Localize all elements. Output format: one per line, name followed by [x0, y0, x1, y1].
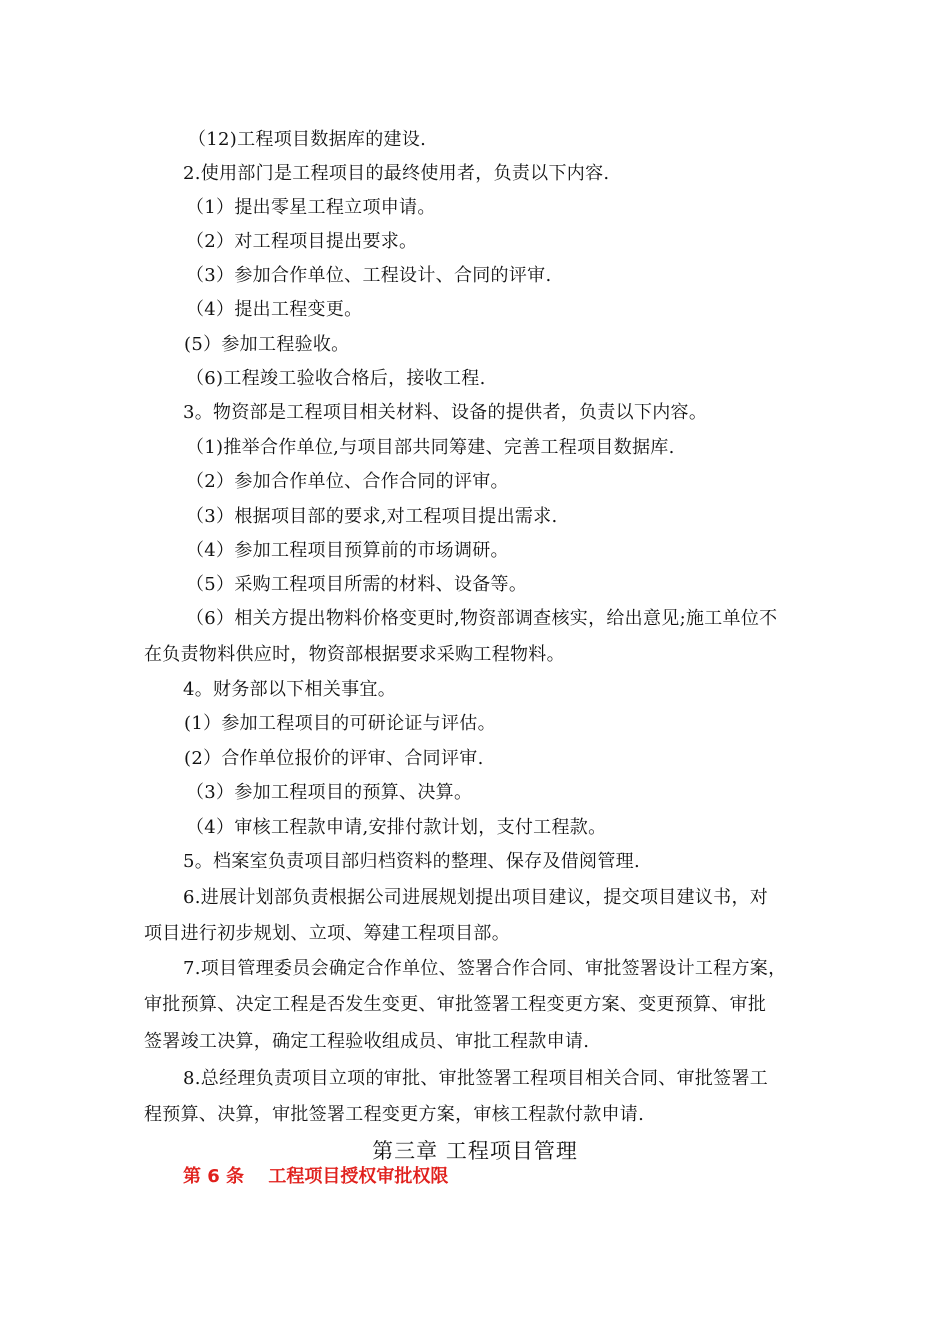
- text-line: （4）提出工程变更。: [186, 299, 363, 320]
- text-line: 在负责物料供应时，物资部根据要求采购工程物料。: [144, 644, 565, 665]
- text-line: (1）参加工程项目的可研论证与评估。: [184, 713, 496, 734]
- text-line: (2）合作单位报价的评审、合同评审.: [184, 748, 484, 769]
- chapter-title: 第三章 工程项目管理: [372, 1139, 578, 1163]
- text-line: （6)工程竣工验收合格后，接收工程.: [186, 368, 486, 389]
- text-line: （4）审核工程款申请,安排付款计划，支付工程款。: [186, 817, 607, 838]
- text-line: （1)推举合作单位,与项目部共同筹建、完善工程项目数据库.: [186, 437, 675, 458]
- text-line: （2）对工程项目提出要求。: [186, 231, 418, 252]
- text-line: 4。财务部以下相关事宜。: [183, 679, 397, 700]
- text-line: （12)工程项目数据库的建设.: [188, 129, 427, 150]
- text-line: 8.总经理负责项目立项的审批、审批签署工程项目相关合同、审批签署工: [183, 1068, 769, 1089]
- article-heading: [183, 1165, 448, 1189]
- text-line: 3。物资部是工程项目相关材料、设备的提供者，负责以下内容。: [183, 402, 708, 423]
- text-line: （4）参加工程项目预算前的市场调研。: [186, 540, 509, 561]
- text-line: （3）参加工程项目的预算、决算。: [186, 782, 473, 803]
- text-line: 5。档案室负责项目部归档资料的整理、保存及借阅管理.: [183, 851, 640, 872]
- text-line: （3）参加合作单位、工程设计、合同的评审.: [186, 265, 552, 286]
- article-number: 第 6 条: [183, 1166, 245, 1187]
- text-line: 6.进展计划部负责根据公司进展规划提出项目建议，提交项目建议书，对: [183, 887, 769, 908]
- text-line: 签署竣工决算，确定工程验收组成员、审批工程款申请.: [144, 1031, 590, 1052]
- text-line: (5）参加工程验收。: [184, 334, 350, 355]
- text-line: 项目进行初步规划、立项、筹建工程项目部。: [144, 923, 510, 944]
- text-line: 2.使用部门是工程项目的最终使用者，负责以下内容.: [183, 163, 610, 184]
- text-line: （3）根据项目部的要求,对工程项目提出需求.: [186, 506, 558, 527]
- text-line: （5）采购工程项目所需的材料、设备等。: [186, 574, 528, 595]
- text-line: 审批预算、决定工程是否发生变更、审批签署工程变更方案、变更预算、审批: [144, 994, 767, 1015]
- text-line: （1）提出零星工程立项申请。: [186, 197, 436, 218]
- text-line: （6）相关方提出物料价格变更时,物资部调查核实，给出意见;施工单位不: [186, 608, 778, 629]
- text-line: 7.项目管理委员会确定合作单位、签署合作合同、审批签署设计工程方案，: [183, 958, 787, 979]
- text-line: 程预算、决算，审批签署工程变更方案，审核工程款付款申请.: [144, 1104, 645, 1125]
- article-title: 工程项目授权审批权限: [268, 1166, 449, 1187]
- text-line: （2）参加合作单位、合作合同的评审。: [186, 471, 509, 492]
